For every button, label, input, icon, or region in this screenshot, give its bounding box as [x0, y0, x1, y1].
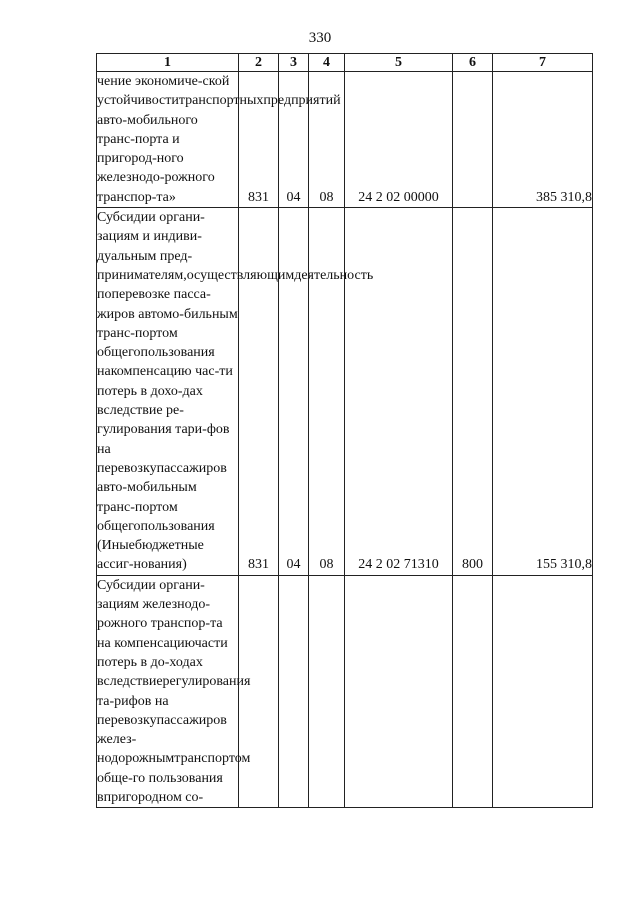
description-line: предприятий авто- [97, 93, 341, 128]
description-line: зациям железнодо- [97, 597, 211, 613]
page-number: 330 [308, 30, 332, 46]
row-subsection-code: 08 [309, 72, 345, 208]
row-subsection-code: 08 [309, 208, 345, 576]
description-line: ти потерь в дохо- [97, 364, 233, 399]
row-section-code: 04 [279, 72, 309, 208]
budget-table [96, 53, 593, 808]
description-line: пассажиров желез- [97, 712, 227, 748]
description-line: части потерь в до- [97, 635, 228, 670]
table-row [97, 575, 593, 808]
description-line: ской устойчивости [97, 74, 230, 109]
description-line: мобильным транс- [97, 480, 197, 515]
row-gr-code: 831 [239, 72, 279, 208]
header-col-3: 3 [279, 54, 309, 72]
row-amount: 385 310,8 [493, 72, 593, 208]
row-description [97, 575, 251, 808]
description-line: пригородном со- [103, 789, 204, 805]
description-line: перевозке пасса- [111, 287, 211, 303]
description-line: та» [156, 189, 176, 205]
header-col-7: 7 [493, 54, 593, 72]
description-line: фов на перевозку [97, 422, 230, 476]
row-expense-type [453, 575, 493, 808]
description-line: пользования (Иные [97, 518, 215, 554]
description-line: Субсидии органи- [97, 210, 205, 226]
description-line: транспортом обще- [97, 751, 251, 786]
description-line: компенсацию час- [110, 364, 220, 380]
description-line: рожного транспор- [97, 616, 211, 632]
row-target-article [345, 575, 453, 808]
description-line: рифов на перевозку [97, 693, 169, 728]
description-line: мобильного транс- [97, 112, 198, 147]
description-line: ного железнодо- [97, 151, 184, 186]
table-row [97, 208, 593, 576]
row-section-code: 04 [279, 208, 309, 576]
header-row [97, 54, 593, 72]
description-line: деятельность по [97, 267, 374, 303]
header-col-5: 5 [345, 54, 453, 72]
description-line: та на компенсацию [97, 616, 223, 651]
description-line: пользования на [97, 345, 215, 380]
description-line: регулирования та- [97, 674, 251, 709]
description-line: Субсидии органи- [97, 577, 205, 593]
description-line: дуальным пред- [97, 248, 193, 264]
header-col-6: 6 [453, 54, 493, 72]
description-line: чение экономиче- [97, 74, 203, 89]
row-amount: 155 310,8 [493, 208, 593, 576]
row-gr-code [239, 575, 279, 808]
header-col-1: 1 [97, 54, 239, 72]
description-line: бюджетные ассиг- [97, 538, 204, 573]
table-header [97, 54, 593, 72]
description-line: осуществляющим [186, 267, 295, 283]
description-line: нодорожным [97, 751, 175, 767]
description-line: зациям и индиви- [97, 229, 202, 245]
header-col-4: 4 [309, 54, 345, 72]
description-line: ходах вследствие [97, 654, 203, 690]
description-line: жиров автомо- [97, 306, 184, 322]
row-section-code [279, 575, 309, 808]
description-line: рожного транспор- [97, 170, 215, 205]
description-line: го пользования в [97, 770, 223, 805]
header-col-2: 2 [239, 54, 279, 72]
row-gr-code: 831 [239, 208, 279, 576]
description-line: транспортных [178, 93, 264, 109]
table-body [97, 72, 593, 808]
description-line: портом общего [97, 499, 178, 534]
row-amount [493, 575, 593, 808]
description-line: гулирования тари- [97, 422, 207, 438]
row-target-article: 24 2 02 71310 [345, 208, 453, 576]
description-line: порта и пригород- [97, 131, 180, 167]
description-line: портом общего [97, 325, 178, 361]
description-line: нования) [133, 557, 187, 573]
description-line: бильным транс- [97, 306, 238, 341]
row-expense-type [453, 72, 493, 208]
description-line: принимателям, [97, 267, 187, 283]
table-row [97, 72, 593, 208]
row-expense-type: 800 [453, 208, 493, 576]
row-target-article: 24 2 02 00000 [345, 72, 453, 208]
description-line: дах вследствие ре- [97, 383, 203, 419]
description-line: пассажиров авто- [97, 460, 227, 496]
row-subsection-code [309, 575, 345, 808]
